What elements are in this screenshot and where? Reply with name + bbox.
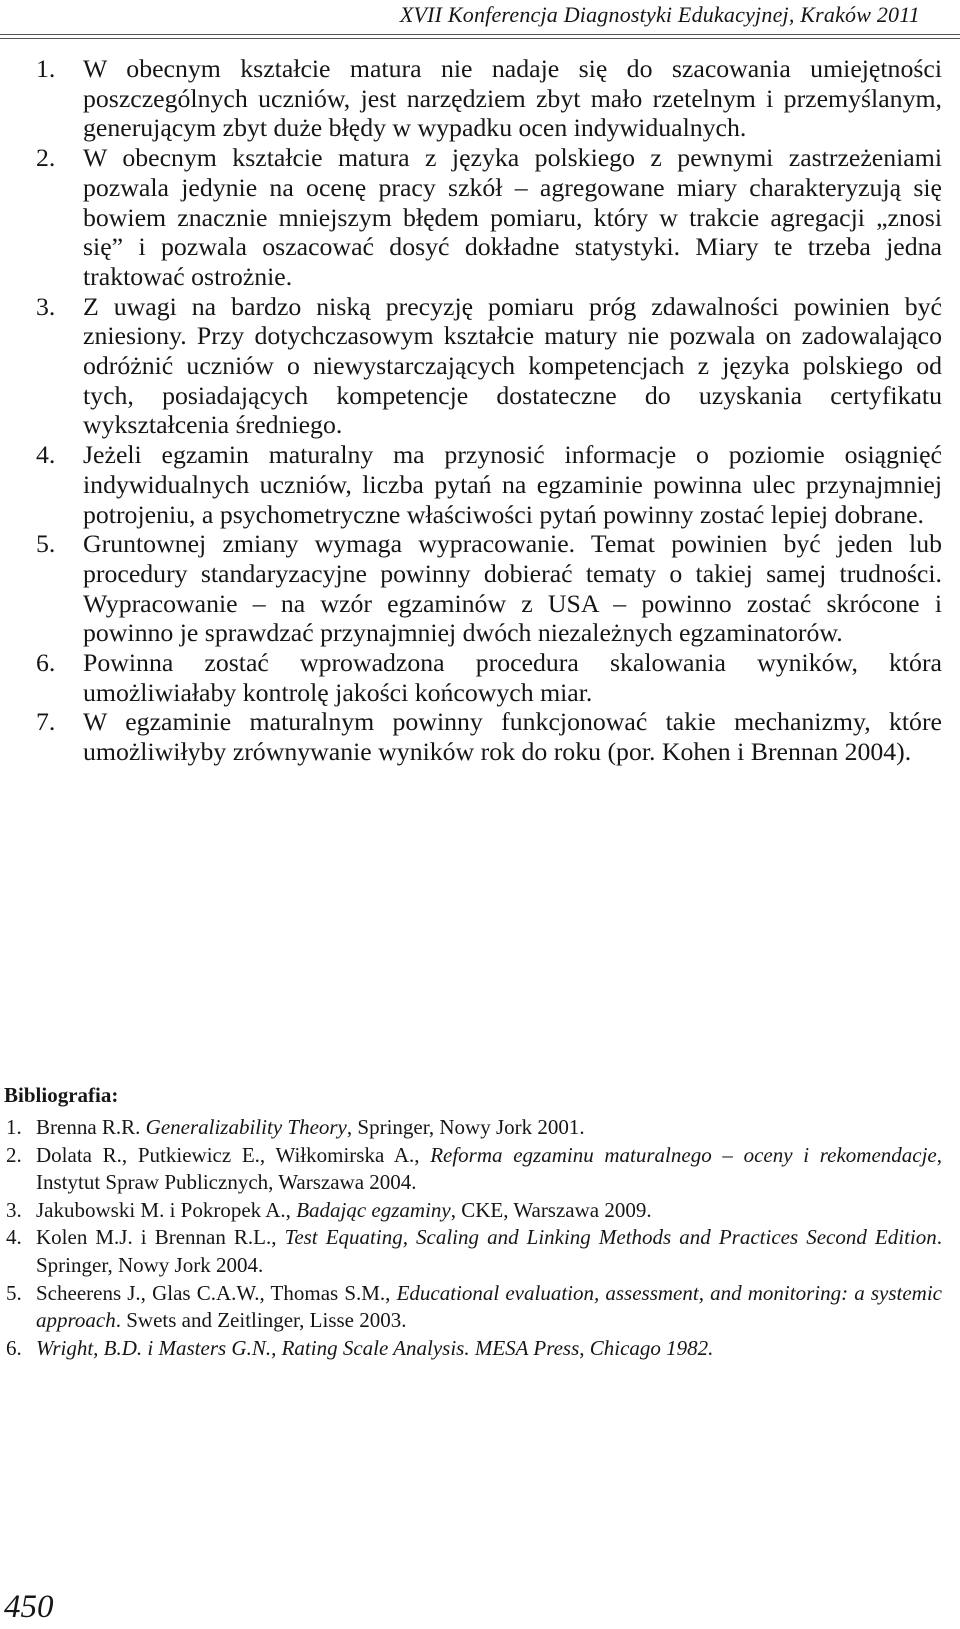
item-number: 4. <box>36 440 56 470</box>
entry-number: 5. <box>6 1280 22 1305</box>
entry-publisher: , CKE, Warszawa 2009. <box>450 1197 652 1222</box>
bibliography-entry <box>0 1197 960 1225</box>
header-rule <box>0 34 960 39</box>
item-number: 2. <box>36 143 56 173</box>
entry-authors: Jakubowski M. i Pokropek A., <box>36 1197 297 1222</box>
running-header: XVII Konferencja Diagnostyki Edukacyjnej, Kraków 2011 <box>399 2 920 27</box>
entry-publisher: , Springer, Nowy Jork 2001. <box>346 1115 585 1139</box>
entry-number: 1. <box>6 1115 22 1139</box>
item-number: 3. <box>36 291 56 321</box>
list-item <box>0 648 960 707</box>
item-text: Gruntownej zmiany wymaga wypracowanie. Temat powinien być jeden lub procedury standaryzacyjne powinny dobierać tematy o takiej samej trudności. Wypracowanie – na wzór egzaminów z USA – powinno zostać skrócone i powinno je sprawdzać przynajmniej dwóch niezależnych egzaminatorów. <box>83 529 942 648</box>
bibliography-entry <box>0 1114 960 1142</box>
item-text: Jeżeli egzamin maturalny ma przynosić informacje o poziomie osiągnięć indywidualnych uczniów, liczba pytań na egzaminie powinna ulec przynajmniej potrojeniu, a psychometryczne właściwości pytań powinny zostać lepiej dobrane. <box>83 440 942 529</box>
list-item <box>0 440 960 529</box>
conclusions-list <box>0 54 960 767</box>
entry-title: Educational evaluation, assessment, and monitoring: a systemic approach <box>36 1280 942 1333</box>
entry-number: 3. <box>6 1197 22 1222</box>
item-text: Z uwagi na bardzo niską precyzję pomiaru próg zdawalności powinien być zniesiony. Przy dotychczasowym kształcie matury nie pozwala on zadowalająco odróżnić uczniów o niewystarczających kompetencjach z języka polskiego od tych, posiadających kompetencje dostateczne do uzyskania certyfikatu wykształcenia średniego. <box>83 291 942 440</box>
item-text: W obecnym kształcie matura nie nadaje się do szacowania umiejętności poszczególnych uczniów, jest narzędziem zbyt mało rzetelnym i przemyślanym, generującym zbyt duże błędy w wypadku ocen indywidualnych. <box>83 54 942 143</box>
entry-title: Test Equating, Scaling and Linking Methods and Practices Second Edition <box>284 1225 937 1250</box>
entry-authors: Dolata R., Putkiewicz E., Wiłkomirska A., <box>36 1142 431 1167</box>
list-item <box>0 143 960 292</box>
item-number: 7. <box>36 707 56 737</box>
page-number: 450 <box>4 1589 54 1625</box>
entry-authors: Kolen M.J. i Brennan R.L., <box>36 1225 285 1250</box>
bibliography-entry <box>0 1224 960 1279</box>
entry-number: 4. <box>6 1225 22 1250</box>
entry-title: Generalizability Theory <box>145 1115 347 1139</box>
entry-title: Badając egzaminy <box>296 1197 451 1222</box>
entry-title: Wright, B.D. i Masters G.N., Rating Scale Analysis. MESA Press, Chicago 1982. <box>36 1335 714 1360</box>
bibliography-entry <box>0 1142 960 1197</box>
bibliography-heading: Bibliografia: <box>4 1083 119 1107</box>
item-number: 5. <box>36 529 56 559</box>
list-item <box>0 54 960 143</box>
item-number: 1. <box>36 54 56 83</box>
entry-publisher: . Swets and Zeitlinger, Lisse 2003. <box>115 1308 407 1333</box>
item-text: W egzaminie maturalnym powinny funkcjonować takie mechanizmy, które umożliwiłyby zrównywanie wyników rok do roku (por. Kohen i Brennan 2004). <box>83 707 942 767</box>
entry-number: 6. <box>6 1335 22 1360</box>
bibliography-entry <box>0 1335 960 1363</box>
entry-authors: Scheerens J., Glas C.A.W., Thomas S.M., <box>36 1280 397 1305</box>
list-item <box>0 529 960 648</box>
entry-title: Reforma egzaminu maturalnego – oceny i rekomendacje <box>430 1142 937 1167</box>
entry-number: 2. <box>6 1142 22 1167</box>
list-item <box>0 707 960 766</box>
entry-authors: Brenna R.R. <box>36 1115 146 1139</box>
list-item <box>0 292 960 441</box>
item-number: 6. <box>36 648 56 678</box>
entry-publisher: . Springer, Nowy Jork 2004. <box>36 1225 942 1277</box>
item-text: Powinna zostać wprowadzona procedura skalowania wyników, która umożliwiałaby kontrolę jakości końcowych miar. <box>83 648 942 707</box>
bibliography-list <box>0 1114 960 1362</box>
entry-publisher: , Instytut Spraw Publicznych, Warszawa 2004. <box>36 1142 942 1195</box>
item-text: W obecnym kształcie matura z języka polskiego z pewnymi zastrzeżeniami pozwala jedynie na ocenę pracy szkół – agregowane miary charakteryzują się bowiem znacznie mniejszym błędem pomiaru, który w trakcie agregacji „znosi się” i pozwala oszacować dosyć dokładne statystyki. Miary te trzeba jedna traktować ostrożnie. <box>83 143 942 291</box>
bibliography-entry <box>0 1280 960 1335</box>
